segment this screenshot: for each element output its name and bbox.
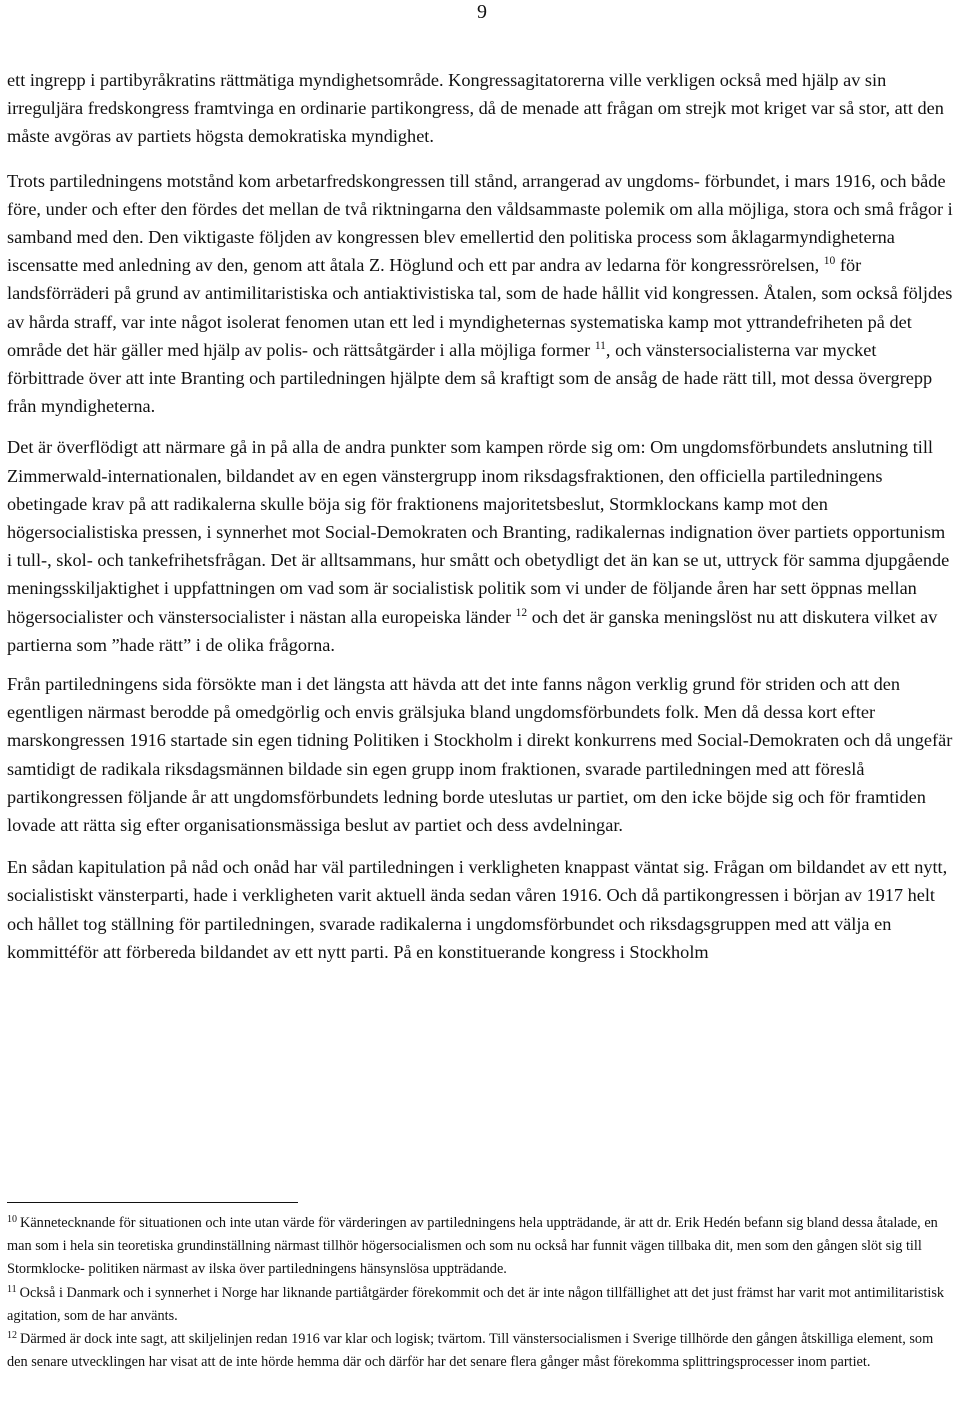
footnote-number: 12 [7,1330,17,1342]
footnote-separator [7,1202,298,1203]
footnote-text: Därmed är dock inte sagt, att skiljelinjen redan 1916 var klar och logisk; tvärtom. Till vänstersocialismen i Sverige tillhörde den gången åtskilliga element, som den senare utvecklingen har visat att de inte hörde hemma där och därför har det senare flera gånger måst förekomma splittringsprocesser inom partiet. [7,1331,934,1371]
paragraph-5-text: En sådan kapitulation på nåd och onåd har väl partiledningen i verkligheten knappast väntat sig. Frågan om bildandet av ett nytt, socialistiskt vänsterparti, hade i verkligheten varit aktuell ända sedan våren 1916. Och då partikongressen i början av 1917 helt och hållet tog ställning för partiledningen, svarade radikalerna i ungdomsförbundet och riksdagsgruppen med att välja en kommittéför att förbereda bildandet av ett nytt parti. På en konstituerande kongress i Stockholm [7,857,948,962]
paragraph-4 [7,670,953,839]
paragraph-5 [7,853,953,966]
footnotes [7,1212,953,1374]
footnote-text: Kännetecknande för situationen och inte utan värde för värderingen av partiledningens hela uppträdande, är att dr. Erik Hedén befann sig bland dessa åtalade, en man som i hela sin teoretiska grundinställning närmast tillhör högersocialismen och som nu också har funnit vägen tillbaka dit, men som den gången slöt sig till Stormklocke- politiken närmast av ilska över partiledningens hänsynslösa uppträdande. [7,1215,938,1278]
paragraph-2 [7,167,953,421]
footnote-10 [7,1212,953,1282]
footnote-ref-11[interactable]: 11 [594,339,606,352]
footnote-number: 11 [7,1283,17,1295]
paragraph-4-text: Från partiledningens sida försökte man i det längsta att hävda att det inte fanns någon verklig grund för striden och att den egentligen närmast berodde på omedgörlig och envis grälsjuka bland ungdomsförbundets folk. Men då dessa kort efter marskongressen 1916 startade sin egen tidning Politiken i Stockholm i direkt konkurrens med Social-Demokraten och då ungefär samtidigt de radikala riksdagsmännen bildade sin egen grupp inom fraktionen, svarade partiledningen med att föreslå partikongressen följande år att ungdomsförbundets ledning borde uteslutas ur partiet, om den icke böjde sig och för framtiden lovade att rätta sig efter organisationsmässiga beslut av partiet och dess avdelningar. [7,674,953,836]
footnote-ref-10[interactable]: 10 [823,255,836,268]
paragraph-2-text-b: för landsförräderi på grund av antimilitaristiska och antiaktivistiska tal, som de hade hållit vid kongressen. Åtalen, som också följdes av hårda straff, var inte något isolerat fenomen utan ett led i myndigheternas systematiska kamp mot yttrandefriheten på det område det här gäller med hjälp av polis- och rättsåtgärder i alla möjliga former [7,255,953,360]
paragraph-3-text-b: och det är ganska meningslöst nu att diskutera vilket av partierna som ”hade rätt” i de olika frågorna. [7,606,938,655]
footnote-text: Också i Danmark och i synnerhet i Norge har liknande partiåtgärder förekommit och det är inte någon tillfällighet att det just främst har varit mot antimilitaristisk agitation, som de har använts. [7,1284,945,1324]
paragraph-1-text: ett ingrepp i partibyråkratins rättmätiga myndighetsområde. Kongressagitatorerna ville verkligen också med hjälp av sin irreguljära fredskongress framtvinga en ordinarie partikongress, då de menade att frågan om strejk mot kriget var så stor, att den måste avgöras av partiets högsta demokratiska myndighet. [7,70,944,147]
footnote-ref-12[interactable]: 12 [515,606,528,619]
footnote-11 [7,1282,953,1328]
footnote-number: 10 [7,1214,17,1225]
paragraph-3 [7,433,953,659]
paragraph-2-text-a: Trots partiledningens motstånd kom arbetarfredskongressen till stånd, arrangerad av ungdoms- förbundet, i mars 1916, och både före, under och efter den fördes det mellan de två riktningarna den våldsammaste polemik om alla möjliga, stora och små frågor i samband med den. Den viktigaste följden av kongressen blev emellertid den politiska process som åklagarmyndigheterna iscensatte med anledning av den, genom att åtala Z. Höglund och ett par andra av ledarna för kongressrörelsen, [7,170,953,276]
page-number: 9 [477,1,487,23]
paragraph-3-text-a: Det är överflödigt att närmare gå in på alla de andra punkter som kampen rörde sig om: Om ungdomsförbundets anslutning till Zimmerwald-internationalen, bildandet av en egen vänstergrupp inom riksdagsfraktionen, den officiella partiledningens obetingade krav på att radikalerna skulle böja sig för fraktionens majoritetsbeslut, Stormklockans kamp mot den högersocialistiska pressen, i synnerhet mot Social-Demokraten och Branting, radikalernas indignation över partiets opportunism i tull-, skol- och tankefrihetsfrågan. Det är alltsammans, hur smått och obetydligt det än kan se ut, uttryck för samma djupgående meningsskiljaktighet i uppfattningen om vad som är socialistisk politik som vi under de följande åren har sett öppnas mellan högersocialister och vänstersocialister i nästan alla europeiska länder [7,437,950,627]
footnote-12 [7,1328,953,1374]
paragraph-2-text-c: , och vänstersocialisterna var mycket förbittrade över att inte Branting och partiledningen hjälpte dem så kraftigt som de ansåg de hade rätt till, mot dessa övergrepp från myndigheterna. [7,339,933,417]
paragraph-1 [7,66,953,151]
body-text [7,66,953,966]
